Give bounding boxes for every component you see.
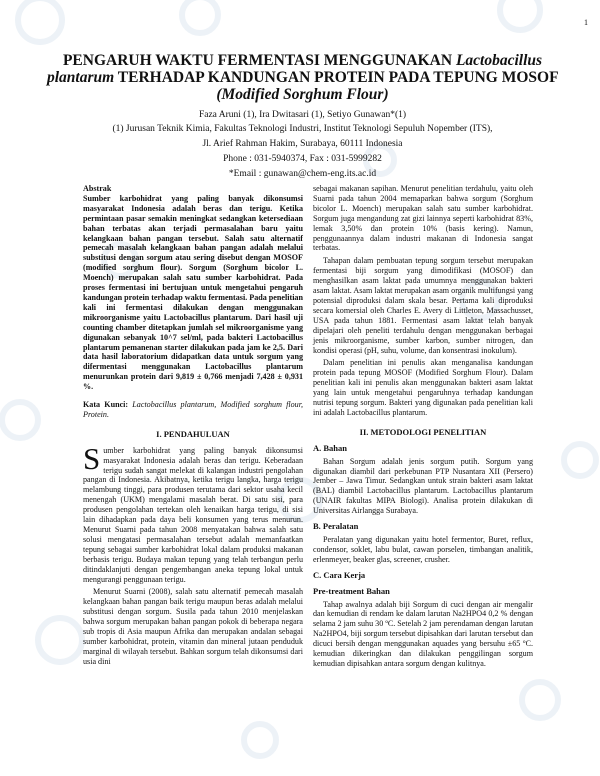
title-part-1: PENGARUH WAKTU FERMENTASI MENGGUNAKAN — [62, 52, 453, 69]
subheading-bahan: A. Bahan — [313, 442, 348, 453]
section-heading-method: II. METODOLOGI PENELITIAN — [359, 426, 487, 437]
paper-header — [30, 52, 575, 180]
phone-fax: Phone : 031-5940374, Fax : 031-5999282 — [223, 154, 382, 164]
drop-cap: S — [83, 440, 101, 476]
pretreatment-paragraph: Tahap awalnya adalah biji Sorgum di cuci dengan air mengalir dan kemudian di rendam ke dalam larutan Na2HPO4 0,2 % dengan selama 2 jam suhu 30 ºC. Setelah 2 jam perendaman dengan larutan Na2HPO4, biji sorgum tersebut dipisahkan dari larutan tersebut dan dicuci bersih dengan menggunakan aquades yang bersuhu ±65 ºC. kemudian dikeringkan dan dilakukan penggilingan sorgum kemudian dipisahkan antara sorgum dengan kulitnya. — [313, 599, 533, 668]
right-paragraph-2: Tahapan dalam pembuatan tepung sorgum tersebut merupakan fermentasi biji sorgum yang dimodifikasi (MOSOF) dan menghasilkan asam laktat pada umumnya menggunakan bakteri asam laktat. Asam laktat merupakan asam organik multifungsi yang potensial diproduksi dalam skala besar. Pertama kali diproduksi secara komersial oleh Charles E. Avery di Littleton, Massachusset, USA pada tahun 1881. Fermentasi asam laktat telah banyak dipelajari oleh peneliti terdahulu dengan menggunakan berbagai jenis mikroorganisme, sumber karbon, sumber nitrogen, dan kondisi operasi (pH, suhu, volume, dan konsentrasi inokulum). — [313, 256, 533, 355]
right-paragraph-1: sebagai makanan sapihan. Menurut penelitian terdahulu, yaitu oleh Suarni pada tahun 2004 memaparkan bahwa sorgum (Sorghum bicolor L. Moench) merupakan salah satu sumber karbohidrat. Sorgum juga mengandung zat gizi lainnya seperti karbohidrat 83%, lemak 3,50% dan protein 10% (basis kering). Namun, penggunaannya dalam industri makanan di Indonesia sangat terbatas. — [313, 184, 533, 253]
intro-paragraph-1-text: umber karbohidrat yang paling banyak dikonsumsi masyarakat Indonesia adalah beras dan terigu. Keberadaan terigu sudah sangat melekat di kalangan industri pengolahan pangan di Indonesia. Akibatnya, ketika terigu langka, harga terigu melambung tinggi, para produsen terutama dari sektor usaha kecil menengah (UKM) mengalami masalah berat. Di satu sisi, para produsen pengolahan tertekan oleh kenaikan harga terigu, di sisi lain dihadapkan pada daya beli konsumen yang terus menurun. Menurut Suarni pada tahun 2008 menyatakan bahwa salah satu solusi mengatasi permasalahan tersebut adalah memanfaatkan tepung sebagai sumber karbohidrat lokal dalam produksi makanan berbasis terigu. Budaya makan tepung yang telah terbangun perlu ditindaklanjuti dengan pengembangan aneka tepung lokal untuk mengurangi penggunaan terigu. — [83, 445, 303, 584]
subheading-cara-kerja: C. Cara Kerja — [313, 569, 366, 580]
bahan-paragraph: Bahan Sorgum adalah jenis sorgum putih. Sorgum yang digunakan diambil dari perkebunan PTP Nusantara XII (Persero) Jember – Jawa Timur. Sedangkan untuk strain bakteri asam laktat (BAL) diambil Lactobacillus plantarum. Lactobacillus plantarum (UNAIR fakultas MIPA Biologi). Analisa protein dilakukan di Universitas Airlangga Surabaya. — [313, 456, 533, 516]
address: Jl. Arief Rahman Hakim, Surabaya, 60111 Indonesia — [202, 139, 403, 149]
title-species: Lactobacillus plantarum — [46, 52, 543, 86]
abstract-body: Sumber karbohidrat yang paling banyak dikonsumsi masyarakat Indonesia adalah beras dan terigu. Ketika permintaan pasar semakin meningkat sedangkan ketersediaan bahan terbatas akan terjadi permasalahan baru yaitu kelangkaan bahan pangan tersebut. Salah satu alternatif pemecah masalah kelangkaan bahan pangan adalah melalui substitusi dengan sorgum atau sering disebut dengan MOSOF (modified sorghum flour). Sorgum (Sorghum bicolor L. Moench) merupakan salah satu sumber karbohidrat. Pada proses fermentasi ini bertujuan untuk mengetahui pengaruh kandungan protein terhadap waktu fermentasi. Pada penelitian kali ini fermentasi dilakukan dengan menggunakan mikroorganisme yaitu Lactobacillus plantarum. Dari hasil uji counting chamber ditetapkan jumlah sel mikroorganisme yang digunakan sebanyak 10^7 sel/ml, pada bakteri Lactobacillus plantarum pemanenan starter dilakukan pada jam ke 2,5. Dari data hasil laboratorium didapatkan data untuk sorgum yang difermentasi menggunakan Lactobacillus plantarum menurunkan protein dari 9,819 ± 0,766 menjadi 7,428 ± 0,931 %. — [83, 193, 303, 392]
title-part-2: TERHADAP KANDUNGAN PROTEIN PADA TEPUNG MOSOF — [117, 69, 558, 86]
subheading-peralatan: B. Peralatan — [313, 521, 359, 532]
subheading-pretreatment: Pre-treatment Bahan — [313, 585, 390, 596]
affiliation: (1) Jurusan Teknik Kimia, Fakultas Teknologi Industri, Institut Teknologi Sepuluh Nopember (ITS), — [112, 124, 493, 134]
section-heading-intro: I. PENDAHULUAN — [156, 428, 230, 439]
abstract-heading: Abstrak — [83, 184, 112, 193]
left-column — [83, 184, 303, 670]
peralatan-paragraph: Peralatan yang digunakan yaitu hotel fermentor, Buret, reflux, condensor, soklet, labu bulat, cawan porselen, timbangan analitik, erlenmeyer, beaker glas, screener, crusher. — [313, 535, 533, 564]
page-number: 1 — [584, 18, 588, 27]
keywords — [83, 400, 303, 420]
keywords-text: Lactobacillus plantarum, Modified sorghum flour, Protein. — [83, 400, 303, 419]
right-paragraph-3: Dalam penelitian ini penulis akan menganalisa kandungan protein pada tepung MOSOF (Modified Sorghum Flour). Dalam penelitian kali ini penulis akan menggunakan bakteri asam laktat yang lain untuk mengetahui pengaruhnya terhadap kandungan nutrisi tepung sorgum. Bakteri yang digunakan pada penelitian kali ini adalah Lactobacillus plantarum. — [313, 358, 533, 417]
keywords-label: Kata Kunci: — [83, 400, 129, 410]
intro-paragraph-2: Menurut Suarni (2008), salah satu alternatif pemecah masalah kelangkaan bahan pangan baik terigu maupun beras adalah melalui substitusi dengan sorgum. Susila pada tahun 2010 menjelaskan bahwa sorgum merupakan bahan pangan pokok di beberapa negara sub tropis di Asia maupun Afrika dan merupakan andalan sebagai sumber karbohidrat, protein, vitamin dan mineral jutaan penduduk marginal di wilayah tersebut. Bahkan sorgum telah dikonsumsi dari usia dini — [83, 587, 303, 666]
paper-title — [30, 52, 575, 103]
email: *Email : gunawan@chem-eng.its.ac.id — [228, 169, 377, 179]
author-list: Faza Aruni (1), Ira Dwitasari (1), Setiyo Gunawan*(1) — [198, 110, 407, 120]
title-mosof: (Modified Sorghum Flour) — [216, 86, 389, 103]
right-column — [313, 184, 533, 672]
intro-paragraph-1 — [83, 440, 303, 585]
